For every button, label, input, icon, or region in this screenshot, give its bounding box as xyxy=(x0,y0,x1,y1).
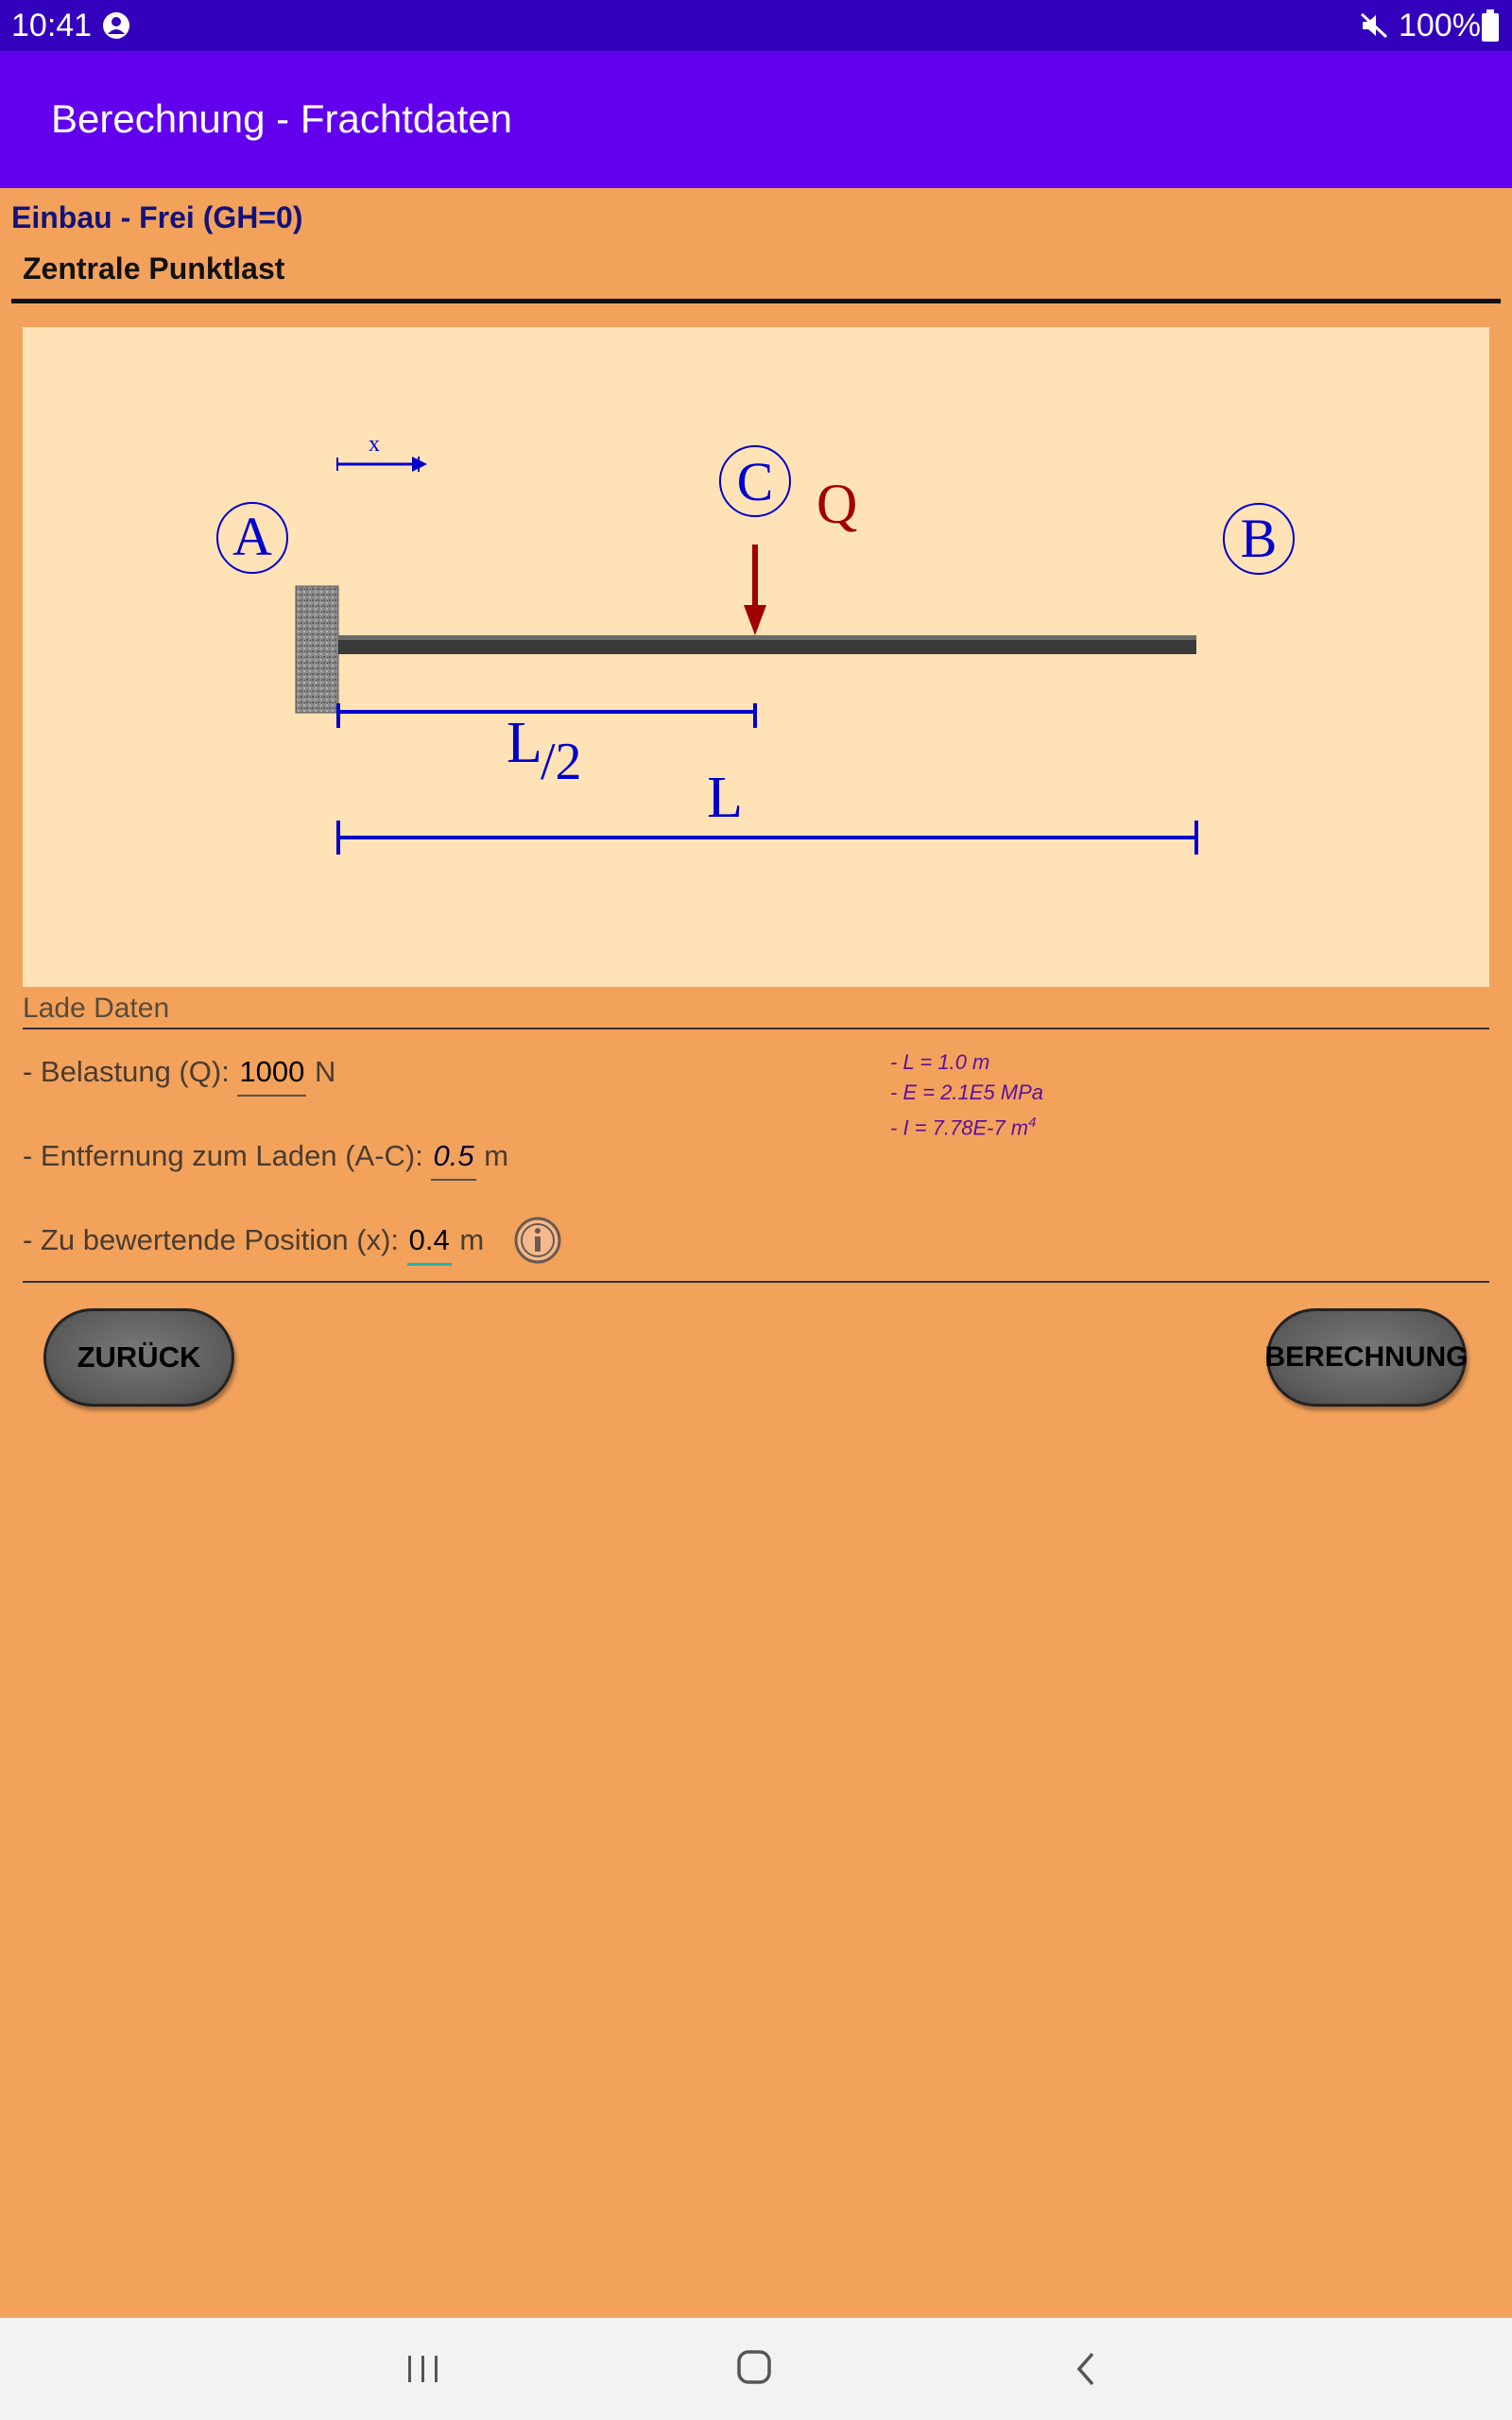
app-title: Berechnung - Frachtdaten xyxy=(51,96,512,141)
back-button[interactable]: ZURÜCK xyxy=(43,1308,234,1407)
position-unit: m xyxy=(451,1223,485,1256)
mute-icon xyxy=(1359,10,1389,41)
half-length-label: L xyxy=(507,711,542,775)
home-icon[interactable] xyxy=(731,2344,777,2390)
half-length-dimension xyxy=(338,703,755,728)
calculate-button[interactable]: BERECHNUNG xyxy=(1266,1308,1467,1407)
position-label: - Zu bewertende Position (x): xyxy=(23,1223,407,1256)
param-length: - L = 1.0 m xyxy=(890,1050,990,1074)
distance-input[interactable]: 0.5 xyxy=(431,1139,475,1181)
support-type-title: Einbau - Frei (GH=0) xyxy=(11,200,303,234)
load-q-label: Q xyxy=(816,473,858,535)
fixed-support xyxy=(296,586,338,713)
system-nav-bar xyxy=(0,2318,1512,2420)
beam-diagram xyxy=(23,327,1489,987)
length-label: L xyxy=(707,766,743,830)
position-input[interactable]: 0.4 xyxy=(407,1223,452,1266)
distance-row xyxy=(23,1139,508,1181)
load-input[interactable]: 1000 xyxy=(237,1055,306,1097)
half-length-subscript: /2 xyxy=(541,733,582,791)
load-label: - Belastung (Q): xyxy=(23,1055,238,1088)
x-label: x xyxy=(369,432,380,457)
app-bar xyxy=(0,51,1512,188)
load-case-title: Zentrale Punktlast xyxy=(23,251,285,285)
x-direction-arrow xyxy=(337,457,427,472)
back-nav-icon[interactable] xyxy=(1064,2346,1109,2392)
load-row xyxy=(23,1055,335,1097)
point-b-label: B xyxy=(1240,508,1278,569)
load-data-title: Lade Daten xyxy=(23,993,170,1024)
info-icon[interactable] xyxy=(513,1216,562,1265)
point-c-label: C xyxy=(736,451,774,512)
account-icon xyxy=(102,11,130,40)
status-time: 10:41 xyxy=(11,8,93,43)
load-unit: N xyxy=(306,1055,336,1088)
battery-level: 100% xyxy=(1399,8,1481,43)
point-a-label: A xyxy=(232,506,272,567)
load-arrow-icon xyxy=(744,544,766,635)
distance-label: - Entfernung zum Laden (A-C): xyxy=(23,1139,432,1172)
beam-parameters xyxy=(890,1047,1043,1143)
form-divider-top xyxy=(23,1028,1489,1029)
beam-diagram-svg xyxy=(23,327,1489,987)
param-inertia: - I = 7.78E-7 $m^4$ xyxy=(890,1115,1037,1140)
header-divider xyxy=(11,299,1501,303)
position-row xyxy=(23,1223,484,1266)
battery-icon xyxy=(1482,9,1499,42)
distance-unit: m xyxy=(475,1139,509,1172)
status-bar xyxy=(0,0,1512,51)
length-dimension xyxy=(338,821,1196,855)
param-modulus: - E = 2.1E5 MPa xyxy=(890,1080,1044,1104)
form-divider-bottom xyxy=(23,1281,1489,1283)
recent-apps-icon[interactable] xyxy=(401,2346,446,2392)
